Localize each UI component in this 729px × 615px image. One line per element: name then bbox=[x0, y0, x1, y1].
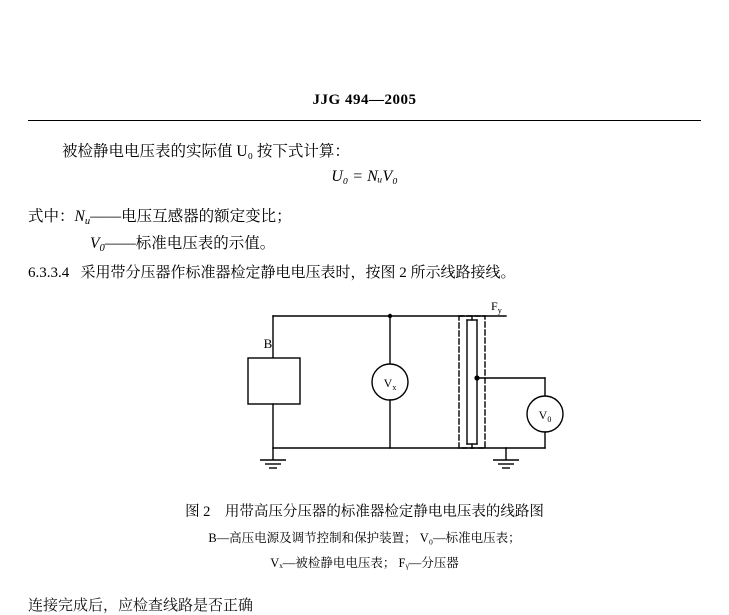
label-meter-vx: $V_x$ bbox=[383, 376, 397, 392]
formula-line bbox=[0, 168, 729, 186]
next-paragraph-partial: 连接完成后，应检查线路是否正确 bbox=[28, 598, 254, 614]
page-header-title: JJG 494—2005 bbox=[312, 92, 417, 108]
circuit-diagram bbox=[215, 300, 615, 480]
node-dot-tap bbox=[474, 375, 479, 380]
clause-number: 6.3.3.4 bbox=[28, 265, 70, 281]
formula-text: U₀ = NᵤV₀ bbox=[331, 168, 398, 185]
circuit-diagram-svg bbox=[215, 300, 615, 480]
label-divider-fy: $F_y$ bbox=[491, 299, 502, 315]
where-prefix: 式中： bbox=[28, 208, 75, 225]
source-box bbox=[248, 358, 300, 404]
symbol-nu: N bbox=[74, 208, 85, 225]
paragraph-intro bbox=[62, 140, 350, 163]
figure-caption: 图 2 用带高压分压器的标准器检定静电电压表的线路图 bbox=[185, 504, 544, 520]
where-v0-desc: ——标准电压表的示值。 bbox=[104, 235, 276, 252]
ground-symbol-right bbox=[493, 448, 519, 468]
where-nu-desc: ——电压互感器的额定变比； bbox=[90, 208, 292, 225]
symbol-v0-sub: 0 bbox=[99, 242, 105, 254]
header-divider-line bbox=[28, 120, 701, 121]
label-meter-v0: $V_0$ bbox=[538, 408, 552, 424]
symbol-nu-sub: u bbox=[84, 215, 91, 227]
paragraph-intro-text: 被检静电电压表的实际值 U₀ 按下式计算： bbox=[62, 143, 350, 160]
node-dot-vx-top bbox=[388, 314, 392, 318]
clause-text: 采用带分压器作标准器检定静电电压表时，按图 2 所示线路接线。 bbox=[80, 265, 516, 281]
paragraph-where-nu bbox=[28, 205, 292, 230]
paragraph-where-v0 bbox=[90, 232, 275, 257]
symbol-v0: V bbox=[90, 235, 100, 252]
label-source-box: B bbox=[263, 336, 273, 351]
divider-dashed-outline bbox=[459, 316, 485, 448]
paragraph-clause-63334 bbox=[28, 262, 516, 285]
ground-symbol-left bbox=[260, 448, 286, 468]
figure-note-line-2: Vₓ—被检静电电压表； Fᵧ—分压器 bbox=[270, 556, 459, 570]
figure-note-line-1: B—高压电源及调节控制和保护装置； V₀—标准电压表； bbox=[208, 531, 521, 545]
